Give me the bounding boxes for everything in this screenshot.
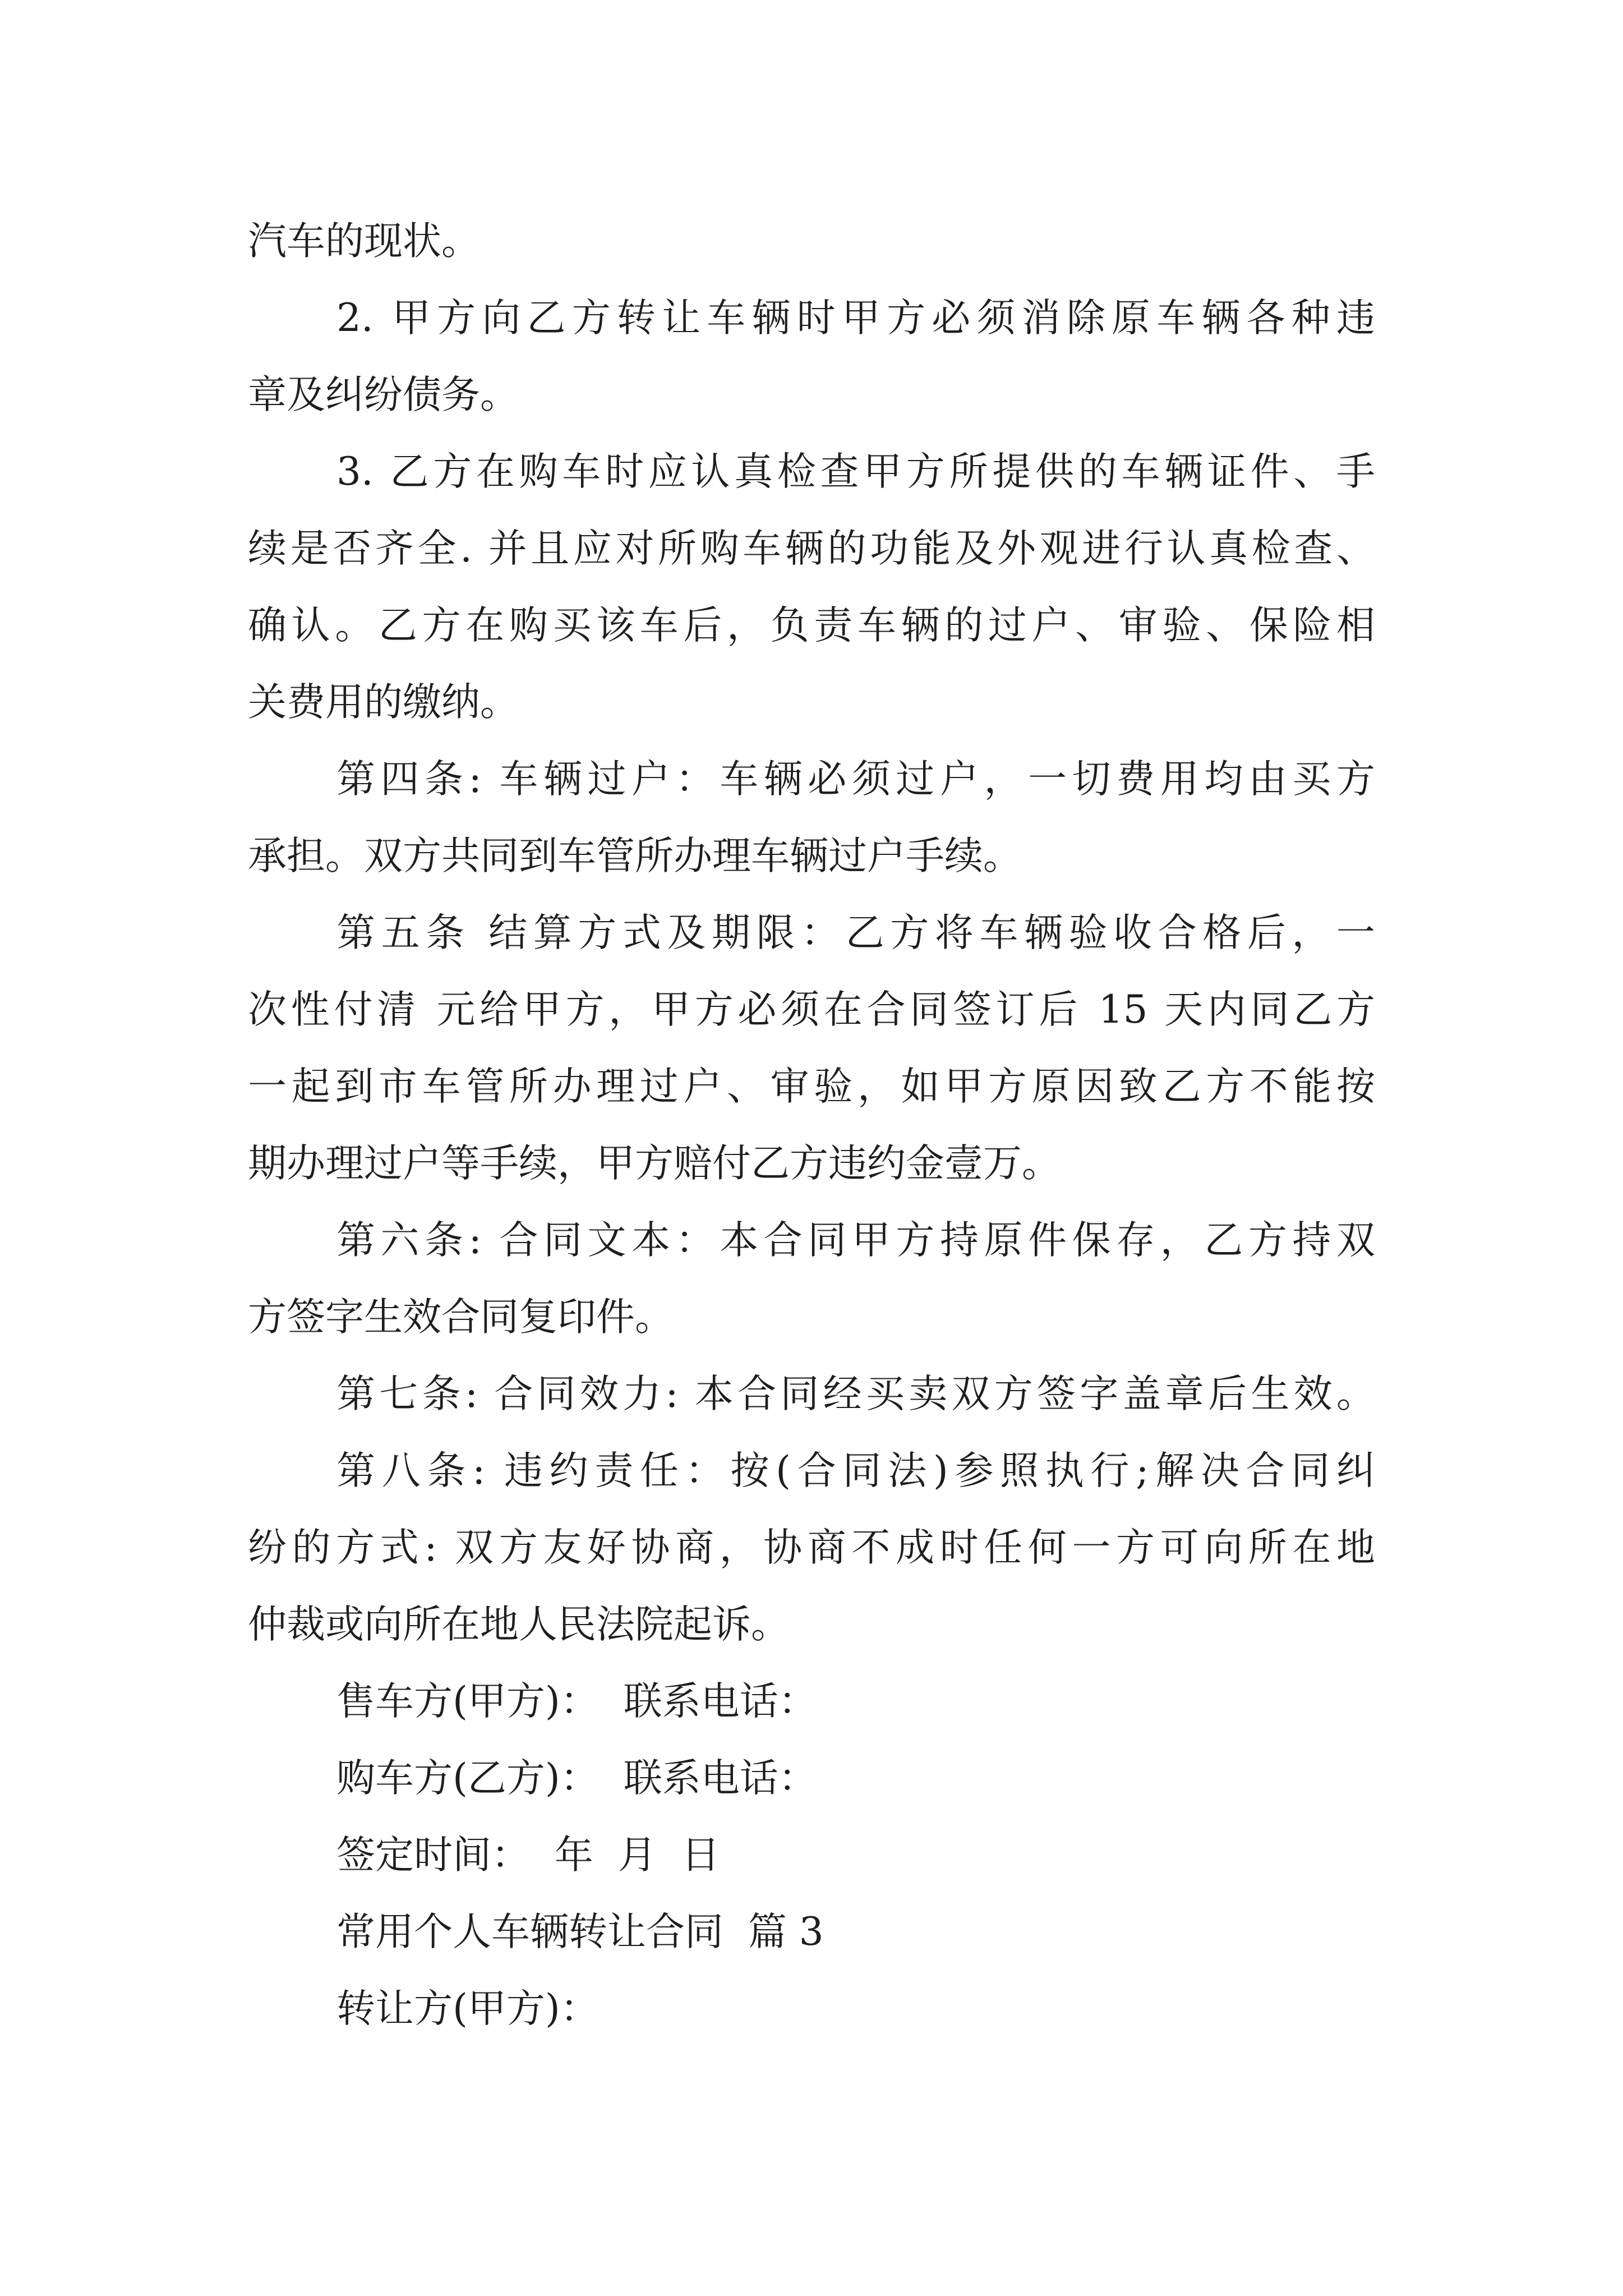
- text-line: 期办理过户等手续，甲方赔付乙方违约金壹万。: [248, 1141, 1061, 1186]
- text-line: 承担。双方共同到车管所办理车辆过户手续。: [248, 834, 1022, 878]
- text-line: 次性付清 元给甲方，甲方必须在合同签订后 15 天内同乙方: [248, 987, 1375, 1032]
- text-line: 3. 乙方在购车时应认真检查甲方所提供的车辆证件、手: [336, 449, 1375, 494]
- text-line: 关费用的缴纳。: [248, 680, 519, 725]
- text-line: 纷的方式: 双方友好协商，协商不成时任何一方可向所在地: [248, 1525, 1375, 1570]
- text-line: 方签字生效合同复印件。: [248, 1295, 674, 1340]
- text-line: 购车方(乙方)： 联系电话：: [336, 1756, 817, 1801]
- text-line: 第八条: 违约责任：按(合同法)参照执行;解决合同纠: [336, 1448, 1375, 1493]
- text-line: 汽车的现状。: [248, 219, 480, 264]
- text-line: 一起到市车管所办理过户、审验，如甲方原因致乙方不能按: [248, 1064, 1375, 1109]
- text-line: 2. 甲方向乙方转让车辆时甲方必须消除原车辆各种违: [336, 296, 1375, 341]
- text-line: 第六条: 合同文本：本合同甲方持原件保存，乙方持双: [336, 1218, 1375, 1263]
- document-body: [248, 203, 1375, 2047]
- text-line: 章及纠纷债务。: [248, 372, 519, 417]
- text-line: 第七条: 合同效力: 本合同经买卖双方签字盖章后生效。: [336, 1372, 1375, 1416]
- text-line: 续是否齐全. 并且应对所购车辆的功能及外观进行认真检查、: [248, 526, 1375, 571]
- text-line: 第四条: 车辆过户：车辆必须过户，一切费用均由买方: [336, 757, 1375, 802]
- text-line: 确认。乙方在购买该车后，负责车辆的过户、审验、保险相: [248, 603, 1375, 648]
- text-line: 仲裁或向所在地人民法院起诉。: [248, 1602, 790, 1647]
- text-line: 第五条 结算方式及期限：乙方将车辆验收合格后，一: [336, 910, 1375, 955]
- text-line: 签定时间： 年 月 日: [336, 1833, 720, 1878]
- text-line: 售车方(甲方)： 联系电话：: [336, 1679, 817, 1724]
- text-line: 转让方(甲方)：: [336, 1986, 599, 2031]
- text-line: 常用个人车辆转让合同 篇 3: [336, 1910, 824, 1954]
